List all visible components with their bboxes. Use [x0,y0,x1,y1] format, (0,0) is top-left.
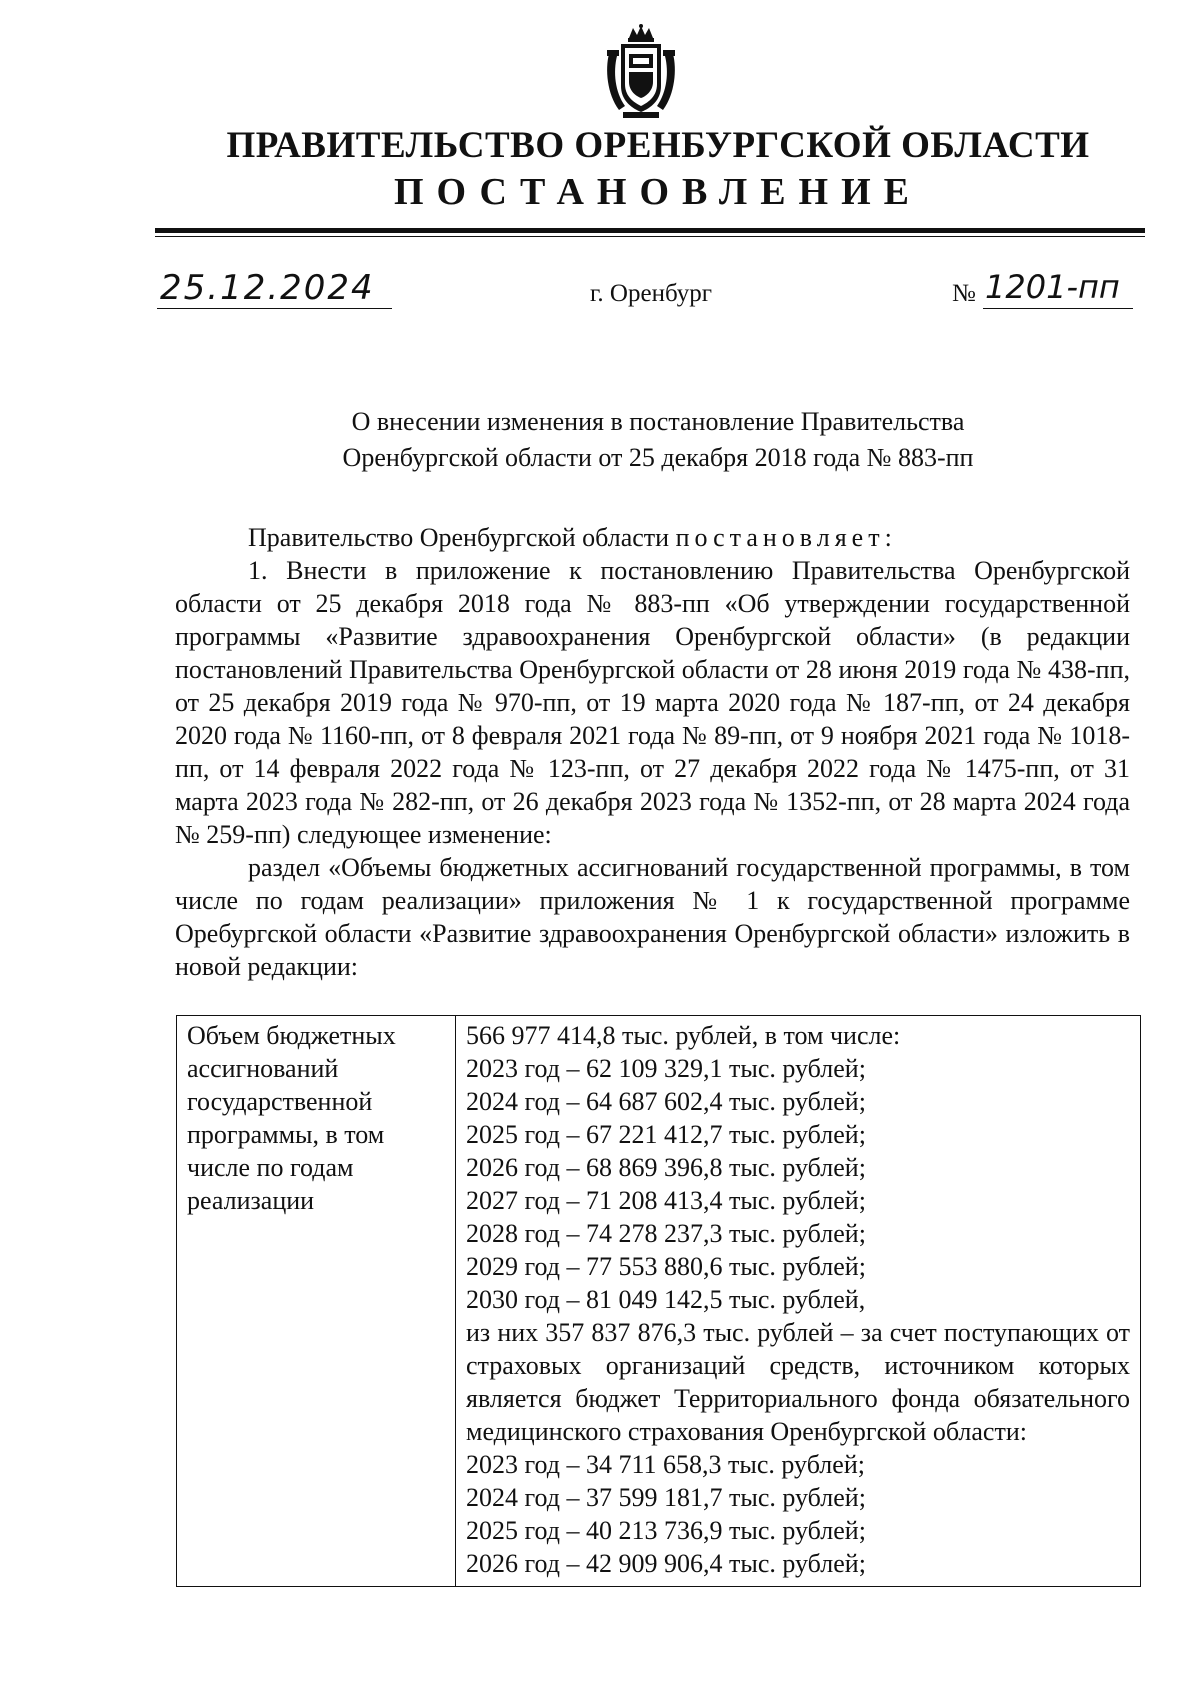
number-sign: № [952,280,976,307]
document-kind: ПОСТАНОВЛЕНИЕ [393,171,923,213]
budget-value-cell [456,1016,1141,1587]
date-underline [157,308,392,309]
document-body [175,521,1130,983]
preamble-start: Правительство Оренбургской области [248,523,670,552]
header-divider-thin [155,236,1145,237]
oms-year-line: 2024 год – 37 599 181,7 тыс. рублей; [466,1483,866,1512]
document-city: г. Оренбург [590,280,712,307]
budget-year-line: 2029 год – 77 553 880,6 тыс. рублей; [466,1252,866,1281]
section-paragraph: раздел «Объемы бюджетных ассигнований государственной программы, в том числе по годам реализации» приложения № 1 к государственной программе Оребургской области «Развитие здравоохранения Оренбургской области» изложить в новой редакции: [175,853,1130,981]
budget-table [176,1015,1141,1587]
oms-year-line: 2023 год – 34 711 658,3 тыс. рублей; [466,1450,865,1479]
item-1: 1. Внести в приложение к постановлению Правительства Оренбургской области от 25 декабря 2018 года № 883-пп «Об утверждении государственной программы «Развитие здравоохранения Оренбургской области» (в редакции постановлений Правительства Оренбургской области от 28 июня 2019 года № 438-пп, от 25 декабря 2019 года № 970-пп, от 19 марта 2020 года № 187-пп, от 24 декабря 2020 года № 1160-пп, от 8 февраля 2021 года № 89-пп, от 9 ноября 2021 года № 1018-пп, от 14 февраля 2022 года № 123-пп, от 27 декабря 2022 года № 1475-пп, от 31 марта 2023 года № 282-пп, от 26 декабря 2023 года № 1352-пп, от 28 марта 2024 года № 259-пп) следующее изменение: [175,556,1130,849]
coat-of-arms-icon [603,24,679,120]
document-number: 1201-пп [985,268,1120,306]
budget-year-line: 2028 год – 74 278 237,3 тыс. рублей; [466,1219,866,1248]
budget-total: 566 977 414,8 тыс. рублей, в том числе: [466,1021,901,1050]
budget-label-cell: Объем бюджетных ассигнований государственной программы, в том числе по годам реализации [177,1016,456,1587]
document-date: 25.12.2024 [160,268,375,308]
budget-year-line: 2026 год – 68 869 396,8 тыс. рублей; [466,1153,866,1182]
preamble [175,521,1130,554]
header-divider [155,228,1145,233]
budget-year-line: 2027 год – 71 208 413,4 тыс. рублей; [466,1186,866,1215]
budget-year-line: 2025 год – 67 221 412,7 тыс. рублей; [466,1120,866,1149]
subject-line-1: О внесении изменения в постановление Правительства [351,407,965,436]
budget-year-line: 2030 год – 81 049 142,5 тыс. рублей, [466,1285,866,1314]
budget-year-line: 2023 год – 62 109 329,1 тыс. рублей; [466,1054,866,1083]
number-underline [983,308,1133,309]
document-subject [0,404,1200,476]
oms-year-line: 2025 год – 40 213 736,9 тыс. рублей; [466,1516,866,1545]
table-row [177,1016,1141,1587]
subject-line-2: Оренбургской области от 25 декабря 2018 года № 883-пп [342,443,974,472]
budget-year-line: 2024 год – 64 687 602,4 тыс. рублей; [466,1087,866,1116]
oms-year-line: 2026 год – 42 909 906,4 тыс. рублей; [466,1549,866,1578]
preamble-verb: постановляет: [675,523,897,552]
government-title: ПРАВИТЕЛЬСТВО ОРЕНБУРГСКОЙ ОБЛАСТИ [226,125,1090,166]
oms-note: из них 357 837 876,3 тыс. рублей – за счет поступающих от страховых организаций средств, источником которых является бюджет Территориального фонда обязательного медицинского страхования Оренбургской области: [466,1318,1130,1446]
